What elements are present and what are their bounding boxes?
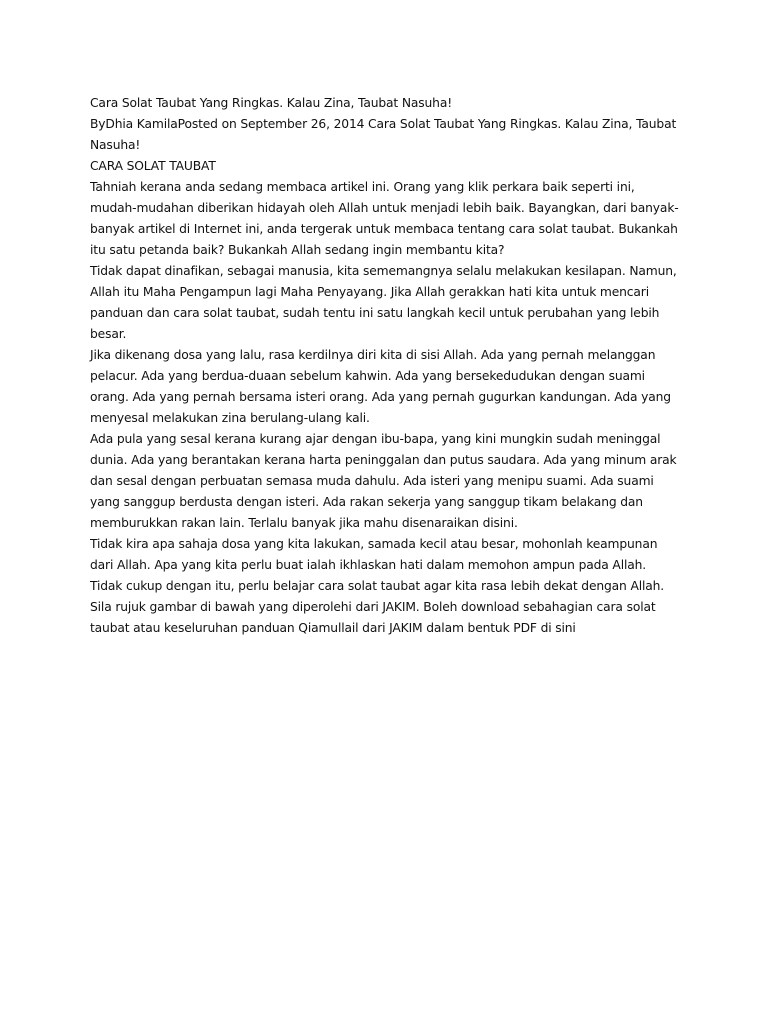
article-title: Cara Solat Taubat Yang Ringkas. Kalau Zina, Taubat Nasuha! [90,96,452,110]
paragraph-seek-forgiveness: Tidak kira apa sahaja dosa yang kita lakukan, samada kecil atau besar, mohonlah keampunan dari Allah. Apa yang kita perlu buat ialah ikhlaskan hati dalam memohon ampun pada Allah. Tidak cukup dengan itu, perlu belajar cara solat taubat agar kita rasa lebih dekat dengan Allah. [90,537,665,593]
paragraph-mistakes: Tidak dapat dinafikan, sebagai manusia, kita sememangnya selalu melakukan kesilapan. Namun, Allah itu Maha Pengampun lagi Maha Penyayang. Jika Allah gerakkan hati kita untuk mencari panduan dan cara solat taubat, sudah tentu ini satu langkah kecil untuk perubahan yang lebih besar. [90,264,677,341]
paragraph-regrets: Ada pula yang sesal kerana kurang ajar dengan ibu-bapa, yang kini mungkin sudah meninggal dunia. Ada yang berantakan kerana harta peninggalan dan putus saudara. Ada yang minum arak dan sesal dengan perbuatan semasa muda dahulu. Ada isteri yang menipu suami. Ada suami yang sanggup berdusta dengan isteri. Ada rakan sekerja yang sanggup tikam belakang dan memburukkan rakan lain. Terlalu banyak jika mahu disenaraikan disini. [90,432,677,530]
paragraph-intro: Tahniah kerana anda sedang membaca artikel ini. Orang yang klik perkara baik seperti ini, mudah-mudahan diberikan hidayah oleh Allah untuk menjadi lebih baik. Bayangkan, dari banyak-banyak artikel di Internet ini, anda tergerak untuk membaca tentang cara solat taubat. Bukankah itu satu petanda baik? Bukankah Allah sedang ingin membantu kita? [90,180,679,257]
article-byline: ByDhia KamilaPosted on September 26, 2014 Cara Solat Taubat Yang Ringkas. Kalau Zina, Taubat Nasuha! [90,117,677,152]
section-heading: CARA SOLAT TAUBAT [90,159,216,173]
paragraph-reference: Sila rujuk gambar di bawah yang diperolehi dari JAKIM. Boleh download sebahagian cara solat taubat atau keseluruhan panduan Qiamullail dari JAKIM dalam bentuk PDF di sini [90,600,656,635]
document-body [90,93,682,639]
paragraph-past-sins: Jika dikenang dosa yang lalu, rasa kerdilnya diri kita di sisi Allah. Ada yang pernah melanggan pelacur. Ada yang berdua-duaan sebelum kahwin. Ada yang bersekedudukan dengan suami orang. Ada yang pernah bersama isteri orang. Ada yang pernah gugurkan kandungan. Ada yang menyesal melakukan zina berulang-ulang kali. [90,348,671,425]
